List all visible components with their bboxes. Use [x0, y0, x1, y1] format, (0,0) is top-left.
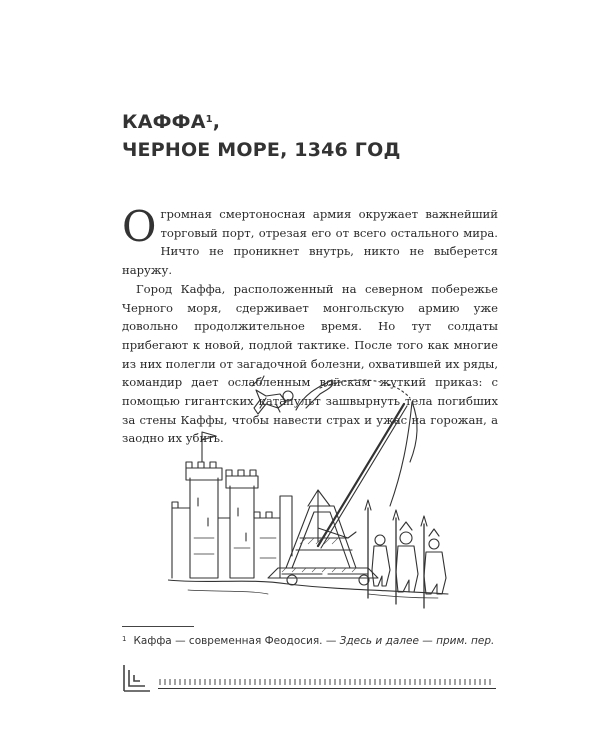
- footnote: [122, 635, 494, 647]
- chapter-title-line2: ЧЕРНОЕ МОРЕ, 1346 ГОД: [122, 139, 401, 161]
- chapter-title: [122, 108, 401, 164]
- chapter-title-line1: КАФФА$^1$,: [122, 111, 221, 133]
- footer-tick-rule: [158, 677, 496, 689]
- drop-cap: О: [122, 202, 157, 251]
- footnote-marker[interactable]: 1: [205, 114, 213, 125]
- castle-drawing: [172, 432, 292, 578]
- footnote-text: — современная Феодосия. —: [171, 635, 340, 647]
- catapult-siege-illustration: [168, 368, 468, 613]
- footnote-note: Здесь и далее — прим. пер.: [339, 635, 495, 647]
- footnote-term: Каффа: [133, 635, 172, 647]
- flying-figure-drawing: [252, 376, 293, 414]
- footer-ornament-icon: [122, 663, 152, 693]
- footnote-divider: [122, 626, 194, 627]
- paragraph-2: Город Каффа, расположенный на северном побережье Черного моря, сдерживает монгольскую армию уже довольно продолжительное время. Но тут солдаты прибегают к новой, подлой тактике. После того как многие из них полегли от загадочной болезни, охватившей их ряды, командир дает ослабленным войскам жуткий приказ: с помощью гигантских катапульт зашвырнуть тела погибших за стены Каффы, чтобы навести страх и ужас на горожан, а заодно их убить.: [122, 281, 498, 446]
- footnote-number: 1: [122, 635, 127, 643]
- paragraph-1: Огромная смертоносная армия окружает важнейший торговый порт, отрезая его от всего остального мира. Ничто не проникнет внутрь, никто не выберется наружу.: [122, 202, 498, 278]
